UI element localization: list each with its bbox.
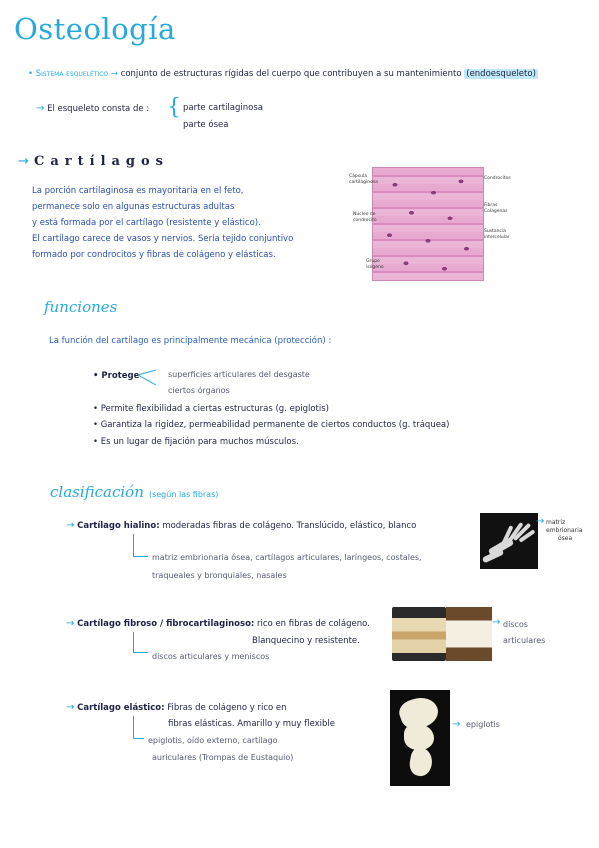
bracket-arrow-icon <box>133 534 148 557</box>
vertebra-image <box>392 607 446 661</box>
fibroso-examples: discos articulares y meniscos <box>152 652 270 661</box>
label-matriz: matriz embrionaria ósea <box>546 519 583 542</box>
fibroso-title: Cartílago fibroso / fibrocartilaginoso: <box>77 619 255 629</box>
clasificacion-heading: clasificación <box>50 483 144 501</box>
fibroso-line <box>66 618 370 629</box>
elastico-line <box>66 702 287 713</box>
fibroso-desc-1: rico en fibras de colágeno. <box>257 619 370 629</box>
intro-paren: (endoesqueleto) <box>466 69 536 79</box>
bracket-arrow-icon <box>133 716 144 739</box>
bracket-arrow-icon <box>133 632 148 653</box>
arrow-icon: → <box>66 702 75 713</box>
elastico-examples-1: epiglotis, oído externo, cartílago <box>148 736 278 745</box>
clasificacion-heading-row <box>50 482 218 501</box>
hialino-examples-2: traqueales y bronquiales, nasales <box>152 571 287 580</box>
fibroso-desc-2: Blanquecino y resistente. <box>252 636 360 646</box>
cartilagos-heading: Cartílagos <box>34 154 170 169</box>
label-epiglotis: epiglotis <box>466 720 500 729</box>
epiglottis-image <box>390 690 450 786</box>
label-capsula: Cápsula cartilaginosa <box>349 174 378 185</box>
protege-label: • Protege <box>93 371 140 381</box>
paragraph-line: y está formada por el cartílago (resistente y elástico). <box>32 218 261 228</box>
label-condrocitos: Condrocitos <box>484 176 511 181</box>
elastico-desc-1: Fibras de colágeno y rico en <box>167 703 287 713</box>
skeleton-label: El esqueleto consta de : <box>47 104 150 114</box>
elastico-title: Cartílago elástico: <box>77 703 165 713</box>
hialino-title: Cartílago hialino: <box>77 521 160 531</box>
protege-item-2: ciertos órganos <box>168 386 230 395</box>
label-fibras: Fibras Colágenas <box>484 203 508 214</box>
funciones-intro: La función del cartílago es principalmente mecánica (protección) : <box>49 336 332 346</box>
paragraph-line: formado por condrocitos y fibras de colágeno y elásticas. <box>32 250 276 260</box>
sistema-term: Sistema esquelético <box>35 69 109 79</box>
cartilagos-heading-row <box>18 150 169 169</box>
funcion-item: • Permite flexibilidad a ciertas estructuras (g. epiglotis) <box>93 404 329 414</box>
hialino-examples-1: matriz embrionaria ósea, cartílagos articulares, laríngeos, costales, <box>152 553 422 562</box>
intervertebral-disc-image <box>446 607 492 661</box>
arrow-icon: → <box>110 69 118 79</box>
cartilagos-paragraph <box>32 185 293 262</box>
elastico-desc-2: fibras elásticas. Amarillo y muy flexible <box>168 719 335 729</box>
split-arrow-icon <box>136 368 162 390</box>
bullet: • <box>28 69 34 79</box>
label-nucleo: Núcleo de condrocito <box>353 212 377 223</box>
arrow-icon: → <box>492 617 501 628</box>
hialino-desc: moderadas fibras de colágeno. Translúcido, elástico, blanco <box>162 521 417 531</box>
hand-xray-image <box>480 513 538 569</box>
intro-line <box>28 69 538 79</box>
page-title: Osteología <box>14 12 176 46</box>
paragraph-line: La porción cartilaginosa es mayoritaria en el feto, <box>32 186 244 196</box>
arrow-icon: → <box>18 154 29 169</box>
funcion-item: • Garantiza la rigidez, permeabilidad permanente de ciertos conductos (g. tráquea) <box>93 420 450 430</box>
arrow-icon: → <box>536 516 545 527</box>
hialino-line <box>66 520 416 531</box>
clasificacion-note: (según las fibras) <box>148 490 219 499</box>
skeleton-part-1: parte cartilaginosa <box>183 103 263 113</box>
label-sustancia: Sustancia intercelular <box>484 229 510 240</box>
label-grupo: Grupo isógeno <box>366 259 384 270</box>
funciones-heading: funciones <box>44 298 118 316</box>
funcion-item: • Es un lugar de fijación para muchos músculos. <box>93 437 299 447</box>
elastico-examples-2: auriculares (Trompas de Eustaquio) <box>152 753 294 762</box>
paragraph-line: permanece solo en algunas estructuras adultas <box>32 202 235 212</box>
hyaline-cartilage-micrograph <box>372 167 484 281</box>
arrow-icon: → <box>66 520 75 531</box>
intro-definition: conjunto de estructuras rígidas del cuerpo que contribuyen a su mantenimiento <box>120 69 462 79</box>
arrow-icon: → <box>36 103 45 114</box>
arrow-icon: → <box>452 719 461 730</box>
protege-item-1: superficies articulares del desgaste <box>168 370 310 379</box>
paragraph-line: El cartílago carece de vasos y nervios. Sería tejido conjuntivo <box>32 234 294 244</box>
label-discos: discos articulares <box>503 620 546 645</box>
skeleton-line <box>36 103 149 114</box>
skeleton-part-2: parte ósea <box>183 120 229 130</box>
arrow-icon: → <box>66 618 75 629</box>
brace-icon: { <box>167 95 181 120</box>
